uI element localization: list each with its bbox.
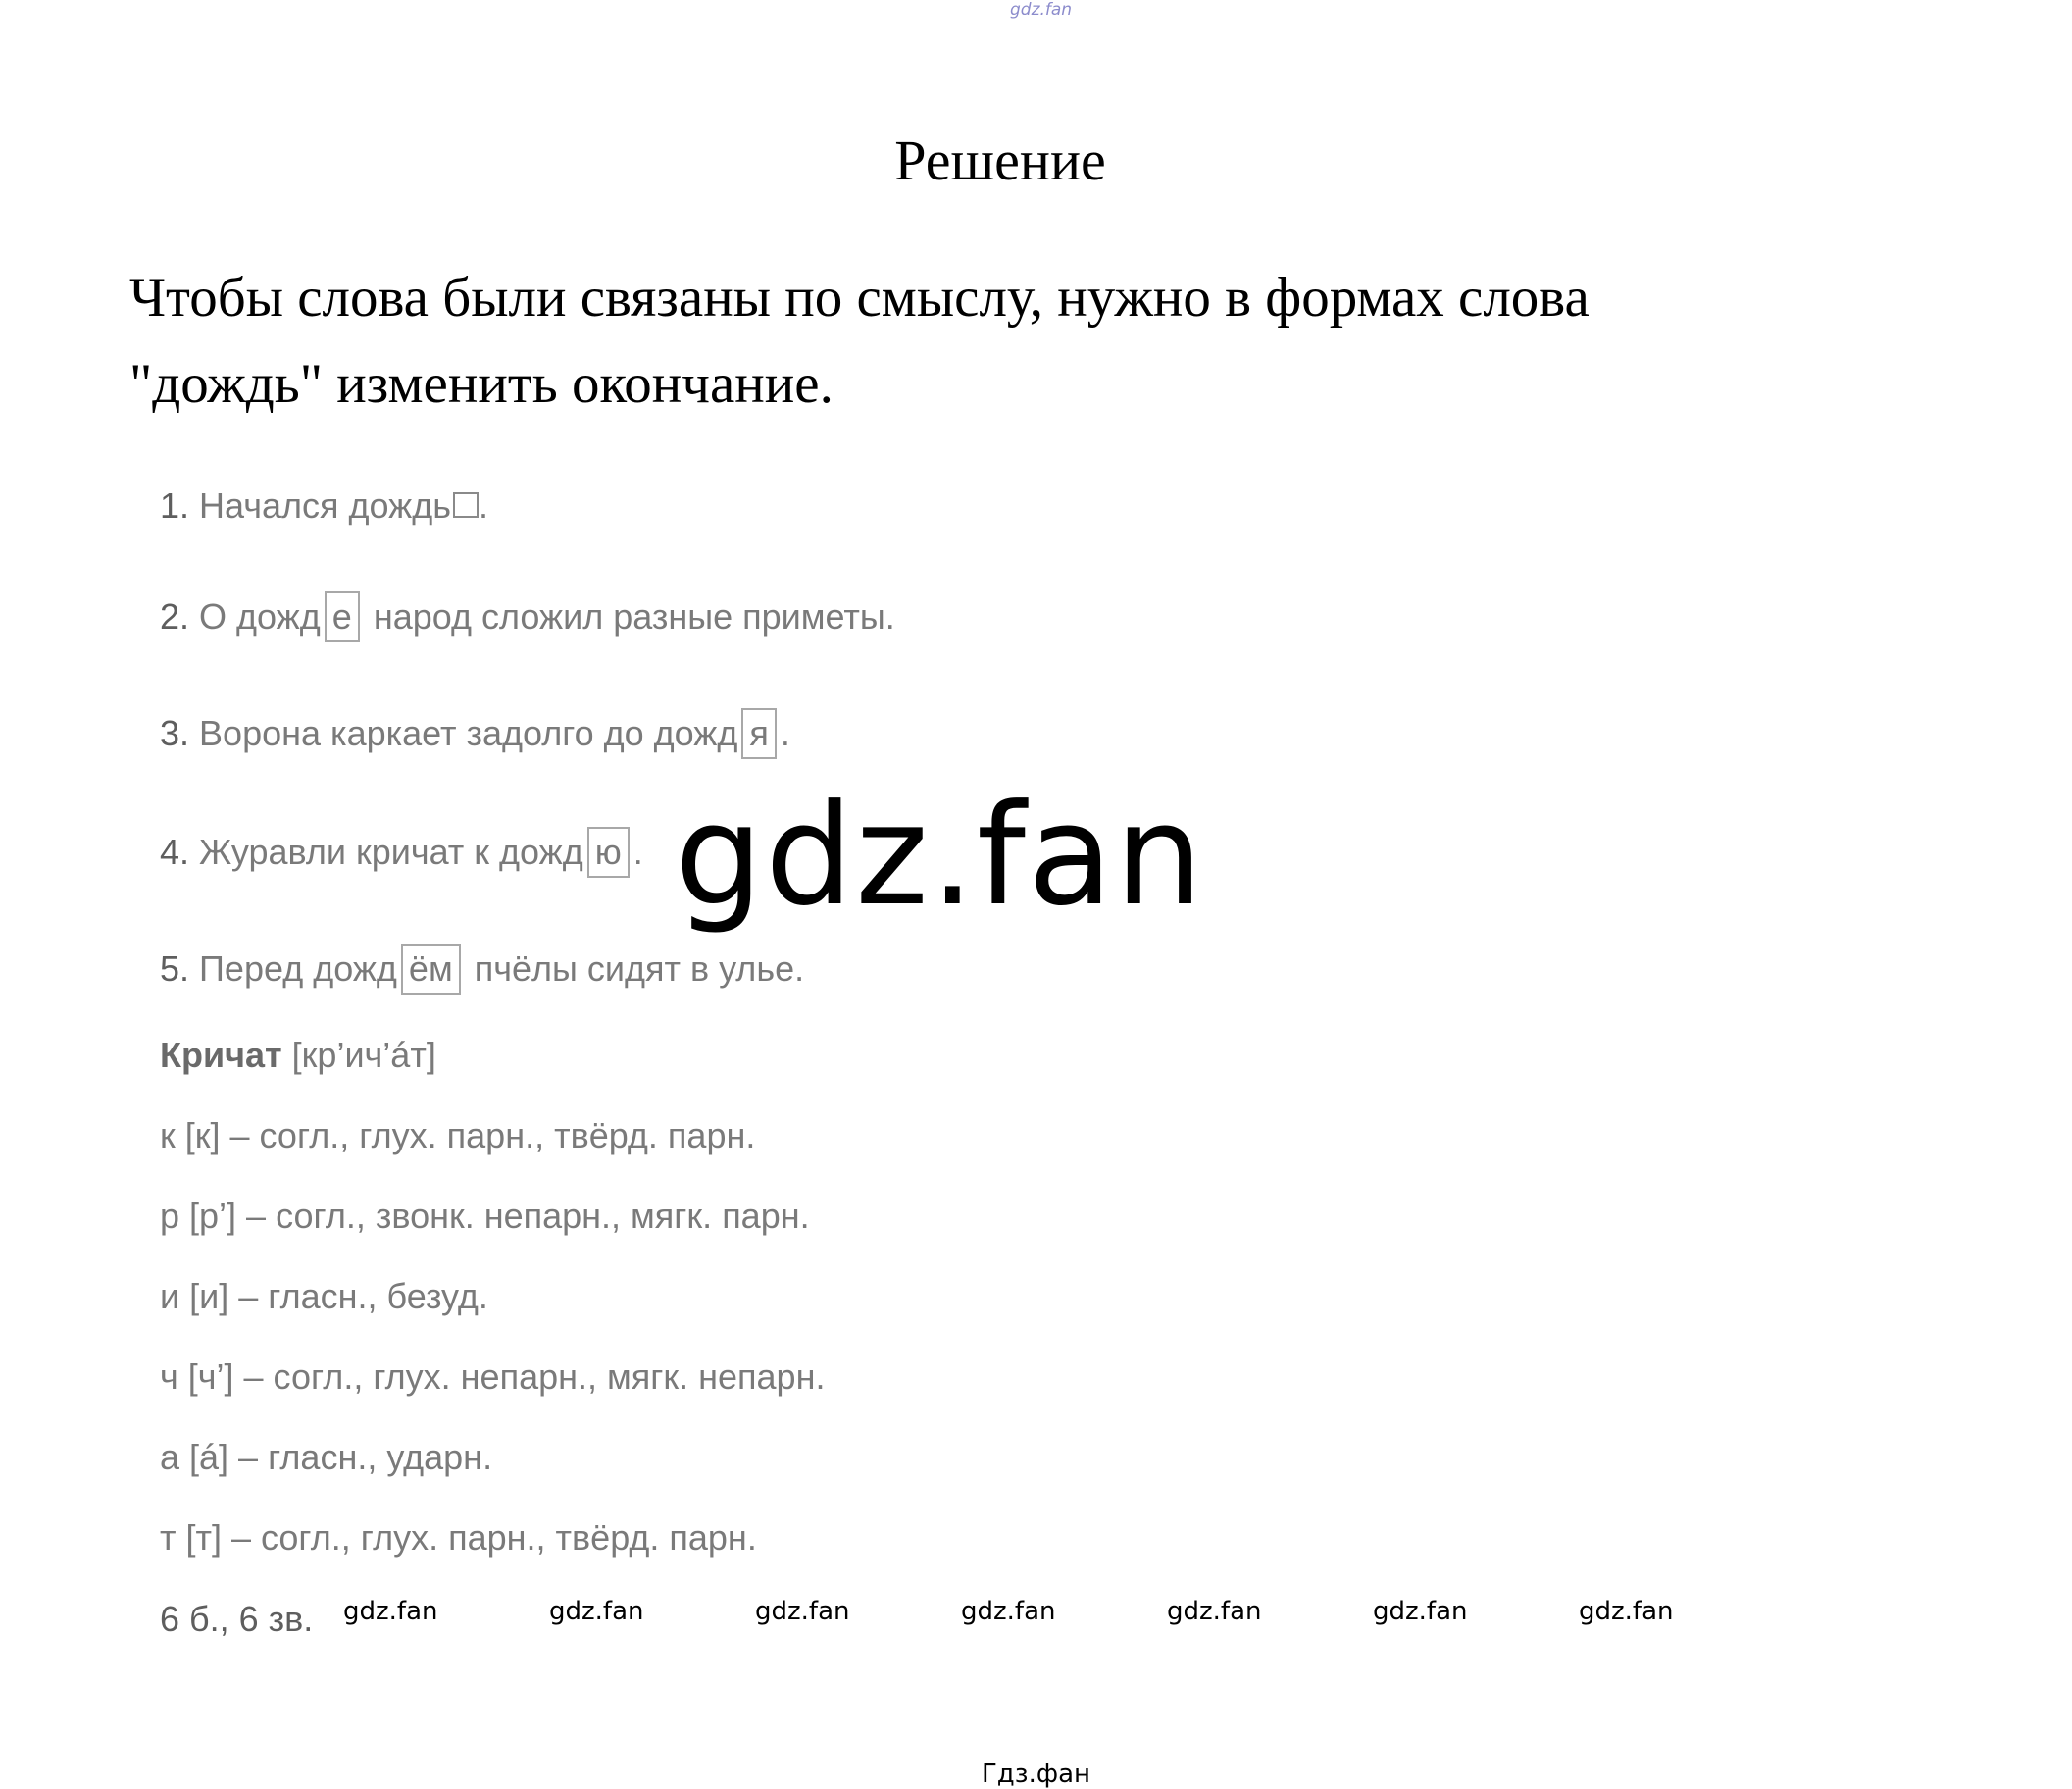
analysis-line-5: а [á] – гласн., ударн. [160,1437,493,1477]
sentence-text: Ворона каркает задолго до дожд [199,713,738,753]
footer-watermark: Гдз.фан [981,1760,1091,1789]
sentence-end: пчёлы сидят в улье. [474,948,805,989]
sentence-end: . [479,486,489,526]
big-watermark: gdz.fan [675,775,1205,937]
sentence-1 [160,486,488,527]
ending-box: я [741,708,777,759]
summary-text: 6 б., 6 зв. [160,1599,314,1639]
sentence-number: 4. [160,832,190,872]
empty-ending-box [453,492,479,518]
analysis-summary [160,1599,313,1640]
watermark-row-item: gdz.fan [1579,1597,1674,1626]
sentence-2 [160,591,895,642]
sentence-text: Начался дождь [199,486,452,526]
page-title: Решение [894,128,1106,192]
sentence-text: Перед дожд [199,948,397,989]
sentence-4 [160,827,643,878]
watermark-row-item: gdz.fan [1373,1597,1468,1626]
sentence-3 [160,708,790,759]
analysis-heading [160,1035,436,1076]
ending-box: ём [401,944,461,995]
sentence-number: 5. [160,948,190,989]
sentence-number: 1. [160,486,190,526]
top-watermark: gdz.fan [1010,0,1073,20]
analysis-line-4: ч [ч’] – согл., глух. непарн., мягк. непарн. [160,1356,826,1397]
intro-paragraph [129,255,1747,428]
sentence-end: . [632,832,643,872]
sentence-end: . [780,713,790,753]
ending-box: е [325,591,360,642]
sentence-number: 2. [160,596,190,637]
sentence-number: 3. [160,713,190,753]
watermark-row-item: gdz.fan [755,1597,850,1626]
watermark-row-item: gdz.fan [961,1597,1056,1626]
sentence-end: народ сложил разные приметы. [373,596,895,637]
sentence-text: Журавли кричат к дожд [199,832,583,872]
analysis-line-2: р [р’] – согл., звонк. непарн., мягк. парн. [160,1196,810,1236]
sentence-5 [160,944,804,995]
watermark-row-item: gdz.fan [1167,1597,1262,1626]
intro-line-1: Чтобы слова были связаны по смыслу, нужно в формах слова [129,267,1590,329]
analysis-line-6: т [т] – согл., глух. парн., твёрд. парн. [160,1517,757,1558]
intro-line-2: "дождь" изменить окончание. [129,353,834,415]
sentence-text: О дожд [199,596,321,637]
analysis-line-3: и [и] – гласн., безуд. [160,1276,488,1316]
analysis-word: Кричат [160,1035,282,1075]
analysis-line-1: к [к] – согл., глух. парн., твёрд. парн. [160,1115,756,1155]
watermark-row-item: gdz.fan [549,1597,644,1626]
analysis-transcription: [кр’ич’áт] [291,1035,436,1075]
watermark-row-item: gdz.fan [343,1597,438,1626]
ending-box: ю [587,827,630,878]
